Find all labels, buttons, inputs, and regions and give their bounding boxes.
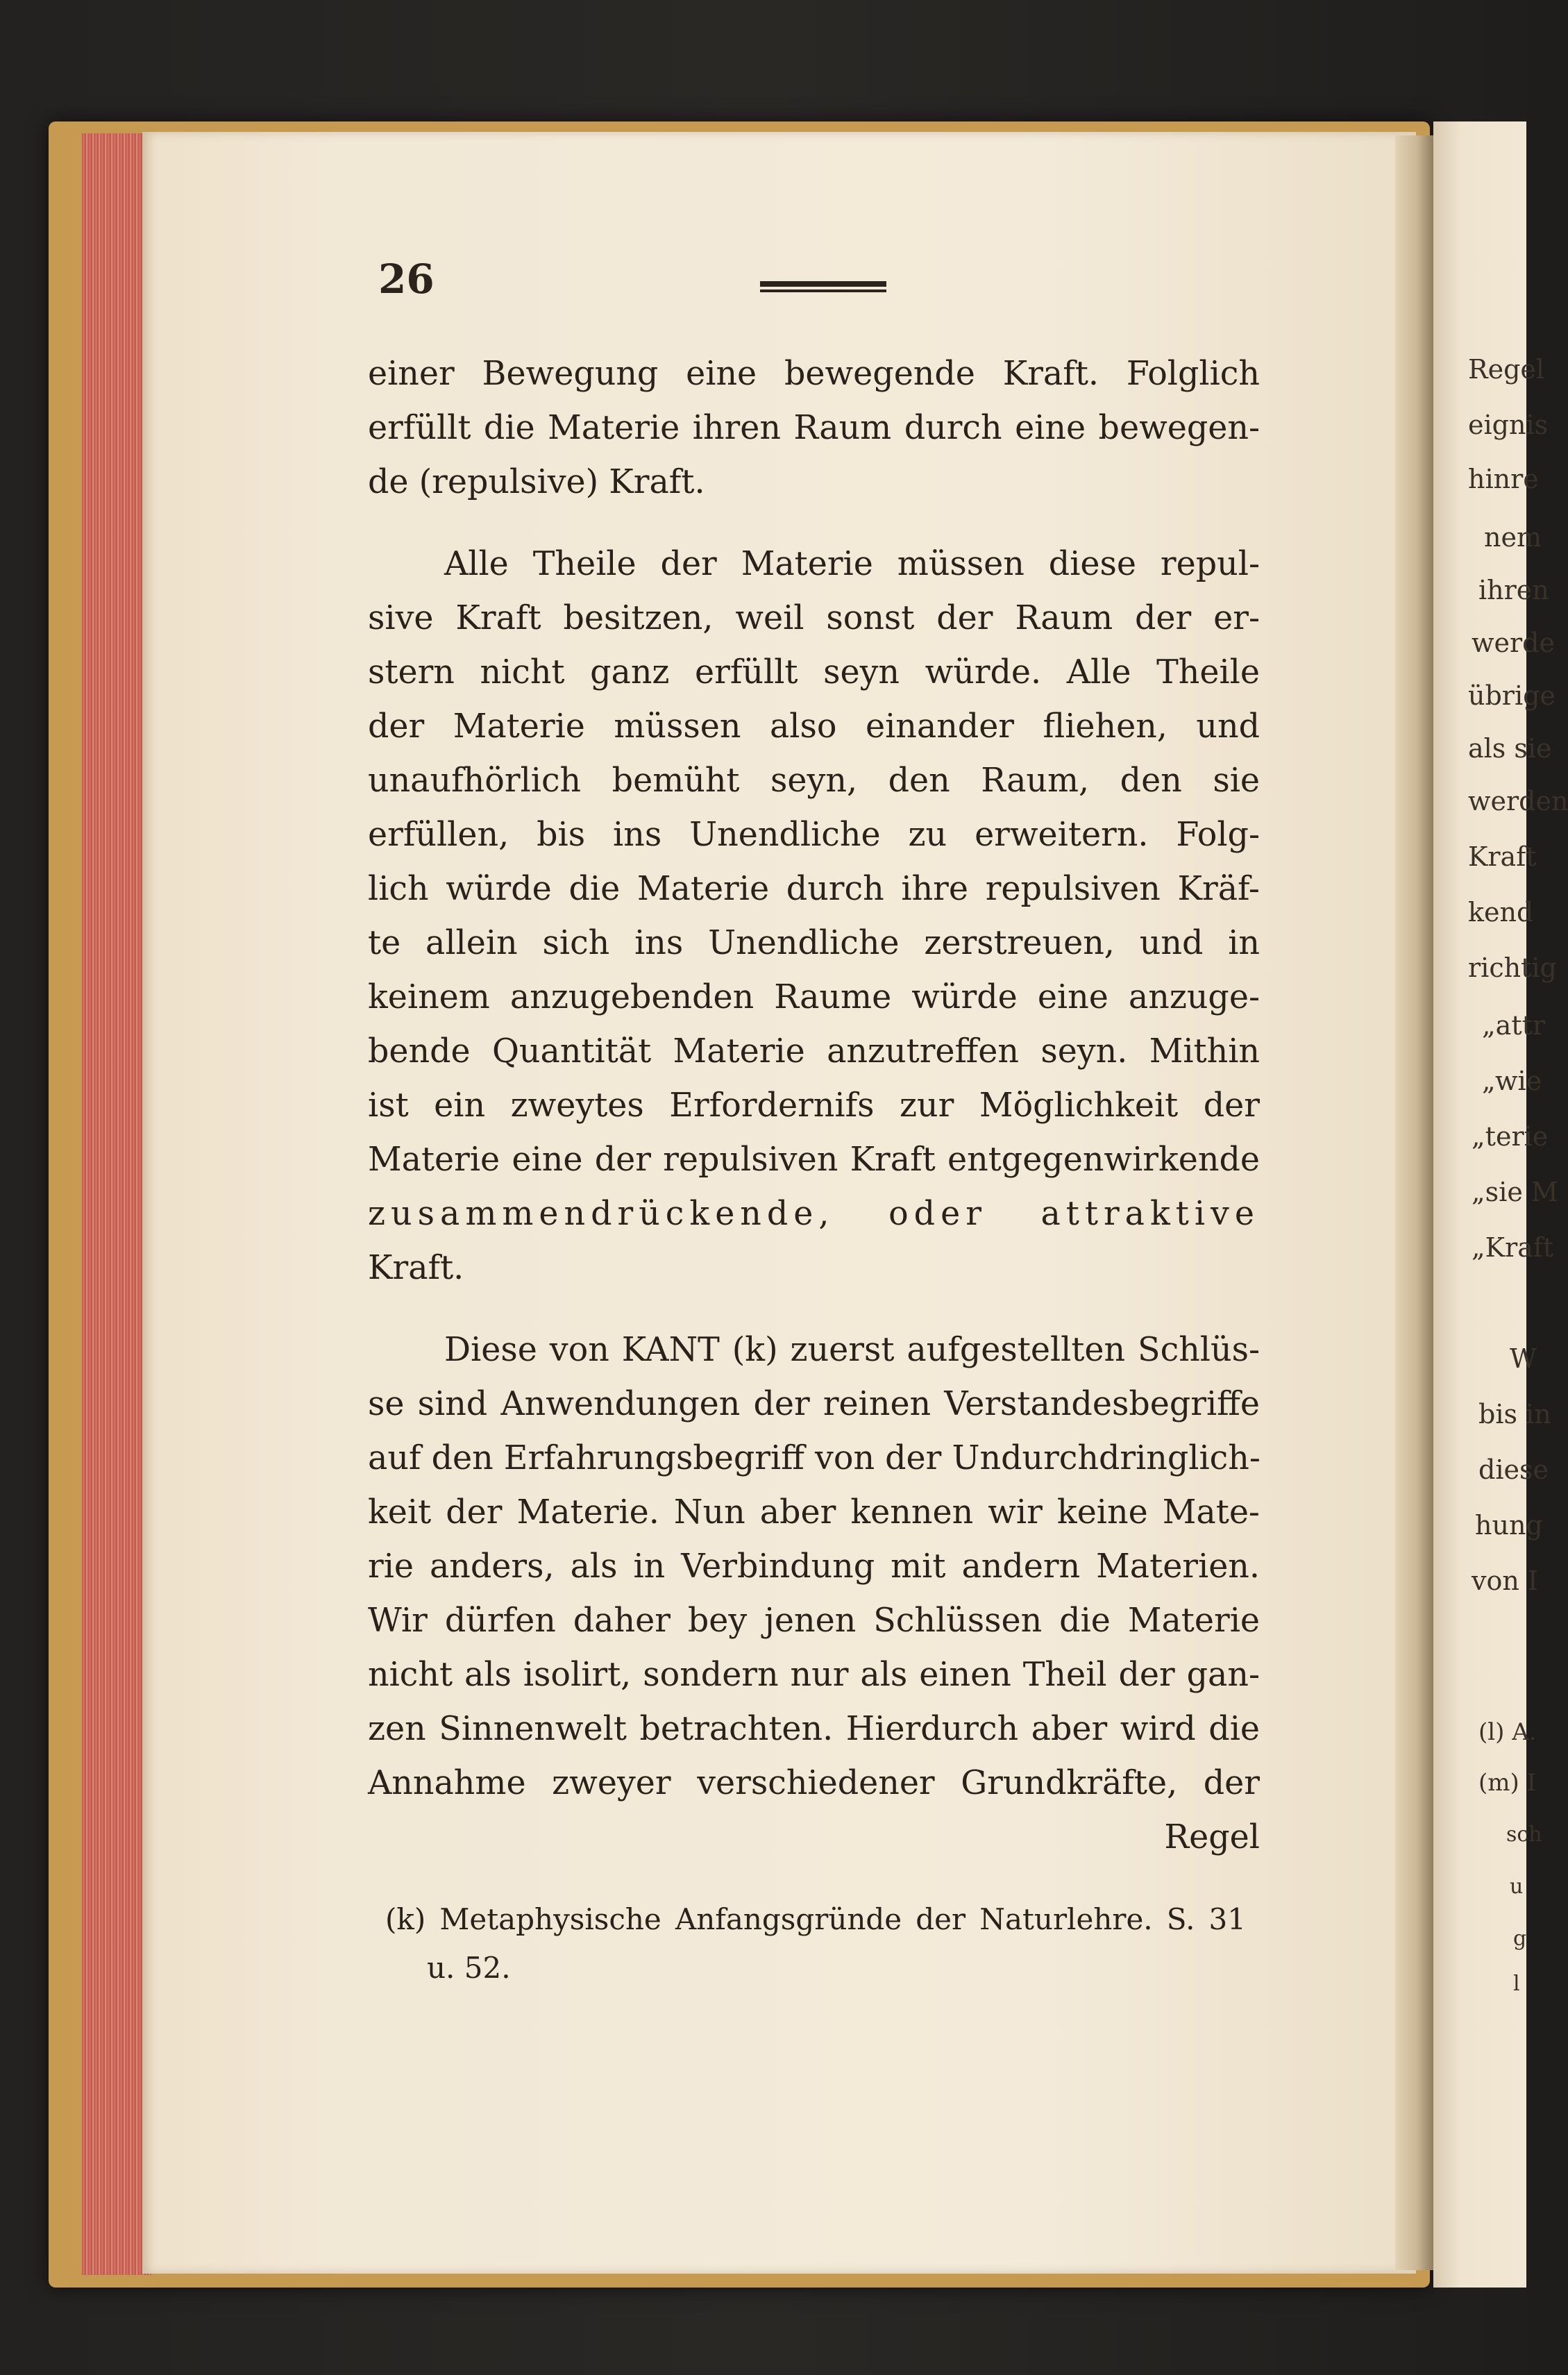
footnote-line: u. 52. (427, 1951, 511, 1985)
facing-fragment: l (1513, 1972, 1520, 1996)
text-line: lich würde die Materie durch ihre repulsiven Kräf- (368, 870, 1260, 908)
text-line: rie anders, als in Verbindung mit andern Materien. (368, 1547, 1260, 1586)
text-line: Kraft. (368, 1249, 464, 1287)
text-line: ist ein zweytes Erfordernifs zur Möglichkeit der (368, 1086, 1260, 1125)
facing-fragment: bis in (1478, 1399, 1551, 1429)
facing-fragment: werde (1472, 628, 1555, 658)
text-line: Annahme zweyer verschiedener Grundkräfte, der (368, 1764, 1260, 1802)
footnote-line: (k) Metaphysische Anfangsgründe der Naturlehre. S. 31 (385, 1902, 1246, 1936)
header-rule-ornament (760, 281, 886, 295)
facing-fragment: werden (1468, 786, 1568, 816)
text-line: auf den Erfahrungsbegriff von der Undurchdringlich- (368, 1439, 1261, 1477)
facing-fragment: (l) A. (1478, 1718, 1537, 1746)
text-line: zen Sinnenwelt betrachten. Hierdurch aber wird die (368, 1710, 1260, 1748)
facing-fragment: Kraft (1468, 841, 1537, 872)
rule-thin (760, 289, 886, 292)
facing-fragment: sch (1506, 1822, 1542, 1847)
text-line: sive Kraft besitzen, weil sonst der Raum der er- (368, 599, 1260, 637)
facing-fragment: „Kraft (1472, 1232, 1554, 1263)
page-edges (82, 133, 151, 2275)
text-line: bende Quantität Materie anzutreffen seyn. Mithin (368, 1032, 1260, 1071)
facing-fragment: hung (1475, 1510, 1543, 1541)
paragraph-2 (368, 537, 1260, 1295)
footnote (385, 1895, 1246, 1992)
facing-fragment: hinre (1468, 464, 1539, 494)
body-text (368, 347, 1260, 1865)
text-line: de (repulsive) Kraft. (368, 463, 705, 501)
text-line: der Materie müssen also einander fliehen, und (368, 707, 1260, 746)
paragraph-1 (368, 347, 1260, 510)
facing-fragment: ihren (1478, 575, 1549, 605)
facing-fragment: eignis (1468, 410, 1549, 440)
paragraph-gap (368, 510, 1260, 537)
catchword: Regel (1164, 1818, 1260, 1856)
facing-fragment: von I (1472, 1566, 1538, 1596)
facing-fragment: kend (1468, 897, 1534, 928)
facing-fragment: „terie (1472, 1121, 1549, 1152)
facing-fragment: g (1513, 1927, 1527, 1951)
text-line: Materie eine der repulsiven Kraft entgegenwirkende (368, 1141, 1260, 1179)
facing-fragment: Regel (1468, 354, 1545, 385)
text-line: erfüllt die Materie ihren Raum durch eine bewegen- (368, 409, 1260, 447)
facing-fragment: als sie (1468, 733, 1552, 764)
rule-thick (760, 281, 886, 287)
facing-fragment: richtig (1468, 952, 1557, 983)
facing-fragment: „wie (1482, 1066, 1542, 1096)
facing-fragment: übrige (1468, 680, 1556, 711)
facing-fragment: diese (1478, 1454, 1549, 1485)
text-line: erfüllen, bis ins Unendliche zu erweitern. Folg- (368, 816, 1260, 854)
text-line: stern nicht ganz erfüllt seyn würde. Alle Theile (368, 653, 1260, 691)
paragraph-3 (368, 1323, 1260, 1865)
text-line: Alle Theile der Materie müssen diese repul- (444, 545, 1260, 583)
text-line: Wir dürfen daher bey jenen Schlüssen die Materie (368, 1602, 1260, 1640)
text-line: keinem anzugebenden Raume würde eine anzuge- (368, 978, 1260, 1016)
text-line: einer Bewegung eine bewegende Kraft. Folglich (368, 355, 1260, 393)
text-line: nicht als isolirt, sondern nur als einen Theil der gan- (368, 1656, 1260, 1694)
text-line: se sind Anwendungen der reinen Verstandesbegriffe (368, 1385, 1260, 1423)
text-line: unaufhörlich bemüht seyn, den Raum, den sie (368, 762, 1260, 800)
facing-fragment: (m) I (1478, 1769, 1537, 1797)
facing-fragment: „sie M (1472, 1177, 1558, 1207)
text-line: Diese von KANT (k) zuerst aufgestellten Schlüs- (444, 1331, 1260, 1369)
facing-fragment: „attr (1482, 1010, 1546, 1041)
page-number: 26 (378, 255, 435, 303)
paragraph-gap (368, 1295, 1260, 1323)
facing-fragment: nem (1484, 522, 1542, 553)
facing-fragment: u (1510, 1874, 1524, 1899)
text-line-spaced: zusammendrückende, oder attraktive (368, 1195, 1260, 1233)
facing-fragment: W (1510, 1343, 1537, 1374)
text-line: te allein sich ins Unendliche zerstreuen, und in (368, 924, 1260, 962)
text-line: keit der Materie. Nun aber kennen wir keine Mate- (368, 1493, 1260, 1531)
